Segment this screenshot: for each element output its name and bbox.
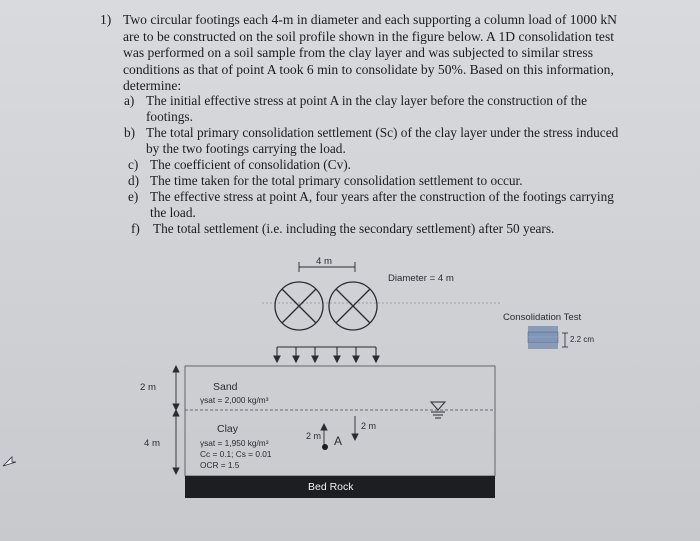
sand-label: Sand	[213, 381, 238, 393]
footing-left	[275, 282, 323, 330]
clay-unit-weight: γsat = 1,950 kg/m³	[200, 438, 269, 448]
a-to-bedrock-label: 2 m	[361, 421, 377, 431]
clay-compression-indices: Cc = 0.1; Cs = 0.01	[200, 449, 272, 459]
sand-unit-weight: γsat = 2,000 kg/m³	[200, 395, 269, 405]
subquestion-label: c)	[128, 157, 139, 172]
a-to-bedrock-dimension	[352, 416, 358, 440]
point-a-label: A	[334, 434, 343, 448]
question-line: was performed on a soil sample from the clay layer and was subjected to similar stress	[123, 45, 593, 61]
question-line: are to be constructed on the soil profile shown in the figure below. A 1D consolidation test	[123, 28, 615, 44]
clay-ocr: OCR = 1.5	[200, 460, 240, 470]
subquestion-label: a)	[124, 93, 135, 108]
subquestion-label: f)	[131, 221, 140, 236]
layer-thickness-dimensions	[173, 366, 179, 474]
subquestion-line: The initial effective stress at point A in the clay layer before the construction of the	[146, 93, 587, 108]
subquestion-line: the load.	[150, 204, 196, 220]
subquestion-label: b)	[124, 125, 136, 140]
sample-height-dimension	[562, 333, 568, 347]
consolidation-test-sample-icon	[528, 326, 558, 349]
question-number: 1)	[100, 12, 112, 27]
consolidation-test-label: Consolidation Test	[503, 312, 582, 323]
diameter-label: Diameter = 4 m	[388, 273, 454, 284]
subquestion-line: footings.	[146, 108, 193, 124]
clay-thickness-label: 4 m	[144, 438, 160, 449]
bed-rock-label: Bed Rock	[308, 481, 354, 493]
subquestion-line: The total settlement (i.e. including the secondary settlement) after 50 years.	[153, 221, 555, 236]
subquestion-line: The effective stress at point A, four years after the construction of the footings carrying	[150, 189, 614, 204]
sand-thickness-label: 2 m	[140, 382, 156, 393]
question-line: Two circular footings each 4-m in diameter and each supporting a column load of 1000 kN	[123, 12, 617, 27]
subquestion-line: by the two footings carrying the load.	[146, 140, 346, 156]
footing-spacing-label: 4 m	[316, 256, 332, 267]
mouse-cursor-icon	[0, 452, 18, 470]
depth-to-a-label: 2 m	[306, 431, 322, 441]
load-arrows	[274, 347, 379, 362]
depth-to-point-a-dimension	[321, 424, 327, 445]
subquestion-label: d)	[128, 173, 140, 188]
subquestion-line: The coefficient of consolidation (Cv).	[150, 157, 351, 172]
sample-height-label: 2.2 cm	[570, 335, 595, 344]
footing-right	[329, 282, 377, 330]
subquestion-line: The total primary consolidation settlement (Sc) of the clay layer under the stress induced	[146, 125, 619, 140]
subquestion-line: The time taken for the total primary consolidation settlement to occur.	[150, 173, 523, 188]
subquestion-label: e)	[128, 189, 139, 204]
question-line: determine:	[123, 78, 182, 94]
clay-label: Clay	[217, 423, 239, 435]
question-line: conditions as that of point A took 6 min to consolidate by 50%. Based on this information,	[123, 61, 614, 77]
point-a-marker	[322, 444, 328, 450]
